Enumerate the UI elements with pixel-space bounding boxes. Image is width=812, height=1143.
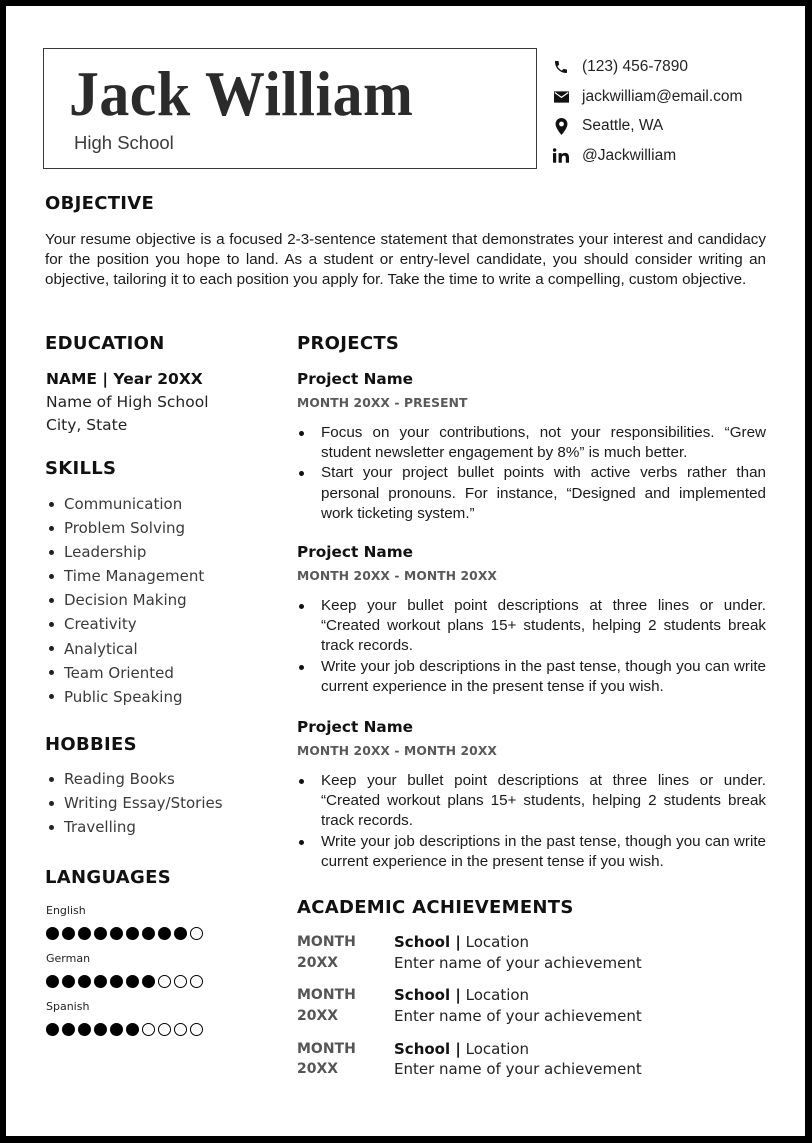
rating-dot-filled [110, 927, 123, 940]
language-rating [46, 1021, 203, 1037]
hobbies-list [46, 767, 223, 839]
rating-dot-empty [190, 975, 203, 988]
language-entry [46, 903, 203, 941]
language-name: English [46, 904, 86, 917]
project-name: Project Name [297, 370, 414, 388]
rating-dot-filled [62, 927, 75, 940]
achievement-entry [297, 985, 767, 1038]
rating-dot-filled [174, 927, 187, 940]
skill-label: Leadership [64, 543, 147, 562]
achievement-location: Location [465, 933, 530, 951]
education-location: City, State [46, 415, 128, 434]
achievement-date [297, 985, 394, 1038]
project-bullet [297, 832, 766, 872]
rating-dot-filled [110, 1023, 123, 1036]
project-bullet [297, 771, 766, 832]
skill-label: Public Speaking [64, 687, 183, 706]
achievement-description: Enter name of your achievement [394, 953, 642, 972]
bullet-text: Write your job descriptions in the past tense, though you can write current experience in the present tense if you wish. [321, 832, 766, 870]
languages-heading: LANGUAGES [45, 867, 171, 888]
rating-dot-filled [126, 927, 139, 940]
rating-dot-empty [174, 1023, 187, 1036]
achievement-school: School | [394, 933, 461, 951]
project-entry [297, 716, 766, 872]
achievement-year: 20XX [297, 1061, 339, 1078]
project-bullets [297, 596, 766, 697]
candidate-subtitle: High School [74, 132, 174, 153]
hobbies-heading: HOBBIES [45, 734, 137, 755]
contact-phone [552, 52, 742, 82]
project-name: Project Name [297, 543, 414, 561]
education-title: NAME | Year 20XX [46, 370, 203, 388]
language-name: German [46, 952, 91, 965]
rating-dot-filled [62, 975, 75, 988]
achievement-date [297, 1039, 394, 1092]
project-bullet [297, 463, 766, 524]
name-box [43, 48, 537, 169]
bullet-text: Keep your bullet point descriptions at three lines or under. “Created workout plans 15+ students, helping 2 students break track records. [321, 772, 766, 830]
rating-dot-empty [174, 975, 187, 988]
bullet-icon [49, 777, 54, 782]
location-pin-icon [552, 117, 570, 135]
email-text: jackwilliam@email.com [582, 87, 743, 105]
rating-dot-filled [158, 927, 171, 940]
bullet-icon [49, 502, 54, 507]
skill-label: Analytical [64, 639, 138, 658]
achievement-body [394, 985, 642, 1038]
achievement-year: 20XX [297, 1007, 339, 1024]
skill-label: Time Management [64, 567, 205, 586]
objective-heading: OBJECTIVE [45, 193, 155, 214]
rating-dot-filled [126, 1023, 139, 1036]
rating-dot-filled [142, 927, 155, 940]
contact-linkedin [552, 141, 742, 171]
bullet-icon [49, 598, 54, 603]
rating-dot-filled [46, 927, 59, 940]
project-bullet [297, 657, 766, 697]
project-bullet [297, 596, 766, 657]
bullet-icon [49, 825, 54, 830]
project-name: Project Name [297, 718, 414, 736]
hobby-item [46, 815, 223, 839]
projects-heading: PROJECTS [297, 333, 400, 354]
phone-text: (123) 456-7890 [582, 57, 688, 75]
email-icon [552, 88, 570, 106]
bullet-icon [299, 431, 304, 436]
language-name: Spanish [46, 1000, 90, 1013]
linkedin-icon [552, 147, 570, 165]
rating-dot-filled [78, 927, 91, 940]
project-bullet [297, 423, 766, 463]
location-text: Seattle, WA [582, 117, 664, 135]
achievements-heading: ACADEMIC ACHIEVEMENTS [297, 897, 574, 918]
skill-label: Problem Solving [64, 519, 186, 538]
achievement-description: Enter name of your achievement [394, 1060, 642, 1079]
achievement-date [297, 932, 394, 985]
hobby-item [46, 791, 223, 815]
bullet-text: Focus on your contributions, not your responsibilities. “Grew student newsletter engagement by 8%” is much better. [321, 424, 766, 462]
rating-dot-filled [110, 975, 123, 988]
education-school: Name of High School [46, 392, 209, 411]
bullet-icon [49, 574, 54, 579]
skill-item [46, 564, 204, 588]
achievement-location: Location [465, 986, 530, 1005]
rating-dot-empty [158, 1023, 171, 1036]
education-heading: EDUCATION [45, 333, 165, 354]
bullet-icon [49, 622, 54, 627]
bullet-text: Write your job descriptions in the past tense, though you can write current experience in the present tense if you wish. [321, 657, 766, 695]
skill-item [46, 612, 204, 636]
skill-item [46, 588, 204, 612]
skill-label: Decision Making [64, 591, 187, 610]
bullet-icon [49, 550, 54, 555]
achievement-entry [297, 1039, 767, 1092]
rating-dot-filled [126, 975, 139, 988]
skill-item [46, 661, 204, 685]
bullet-icon [299, 604, 304, 609]
rating-dot-filled [78, 1023, 91, 1036]
project-bullets [297, 771, 766, 872]
bullet-text: Start your project bullet points with active verbs rather than personal pronouns. For instance, “Designed and implemented work ticketing system.” [321, 464, 766, 522]
achievements-list [297, 932, 767, 1092]
rating-dot-filled [142, 975, 155, 988]
project-bullets [297, 423, 766, 524]
bullet-icon [299, 840, 304, 845]
contact-list [552, 52, 742, 171]
achievement-school: School | [394, 1039, 461, 1058]
resume-page [6, 6, 805, 1136]
language-entry [46, 999, 203, 1037]
skill-item [46, 516, 204, 540]
bullet-icon [49, 670, 54, 675]
project-date: MONTH 20XX - MONTH 20XX [297, 569, 497, 583]
rating-dot-filled [46, 975, 59, 988]
hobby-label: Reading Books [64, 770, 175, 788]
achievement-month: MONTH [297, 934, 356, 950]
linkedin-handle[interactable]: @Jackwilliam [582, 146, 677, 164]
rating-dot-filled [78, 975, 91, 988]
achievement-school: School | [394, 986, 461, 1005]
achievement-entry [297, 932, 767, 985]
bullet-icon [299, 471, 304, 476]
bullet-icon [49, 694, 54, 699]
project-date: MONTH 20XX - MONTH 20XX [297, 744, 497, 758]
bullet-icon [49, 526, 54, 531]
skills-list [46, 492, 204, 709]
achievement-month: MONTH [297, 987, 356, 1004]
skill-item [46, 637, 204, 661]
rating-dot-filled [62, 1023, 75, 1036]
bullet-text: Keep your bullet point descriptions at three lines or under. “Created workout plans 15+ students, helping 2 students break track records. [321, 597, 766, 655]
hobby-label: Travelling [64, 818, 136, 837]
rating-dot-empty [190, 927, 203, 940]
skills-heading: SKILLS [45, 458, 117, 479]
candidate-name: Jack William [69, 59, 414, 129]
skill-item [46, 685, 204, 709]
skill-label: Team Oriented [64, 663, 174, 682]
language-rating [46, 925, 203, 941]
achievement-description: Enter name of your achievement [394, 1006, 642, 1025]
bullet-icon [49, 801, 54, 806]
skill-item [46, 540, 204, 564]
rating-dot-empty [158, 975, 171, 988]
rating-dot-filled [94, 975, 107, 988]
skill-item [46, 492, 204, 516]
contact-email [552, 82, 742, 112]
achievement-body [394, 932, 642, 985]
bullet-icon [299, 665, 304, 670]
skill-label: Communication [64, 495, 183, 513]
hobby-item [46, 767, 223, 791]
project-entry [297, 541, 766, 697]
achievement-year: 20XX [297, 954, 339, 971]
skill-label: Creativity [64, 615, 137, 634]
contact-location [552, 111, 742, 141]
rating-dot-filled [94, 927, 107, 940]
bullet-icon [299, 779, 304, 784]
rating-dot-filled [46, 1023, 59, 1036]
rating-dot-filled [94, 1023, 107, 1036]
rating-dot-empty [142, 1023, 155, 1036]
education-entry [46, 368, 209, 436]
achievement-location: Location [465, 1039, 530, 1058]
phone-icon [552, 58, 570, 76]
bullet-icon [49, 646, 54, 651]
achievement-body [394, 1039, 642, 1092]
rating-dot-empty [190, 1023, 203, 1036]
language-rating [46, 973, 203, 989]
project-entry [297, 368, 766, 524]
hobby-label: Writing Essay/Stories [64, 794, 223, 813]
objective-text: Your resume objective is a focused 2-3-sentence statement that demonstrates your interest and candidacy for the position you hope to land. As a student or entry-level candidate, you should consider writing an objective, tailoring it to each position you apply for. Take the time to write a compelling, custom objective. [45, 231, 766, 289]
achievement-month: MONTH [297, 1040, 356, 1057]
project-date: MONTH 20XX - PRESENT [297, 396, 468, 410]
language-entry [46, 951, 203, 989]
